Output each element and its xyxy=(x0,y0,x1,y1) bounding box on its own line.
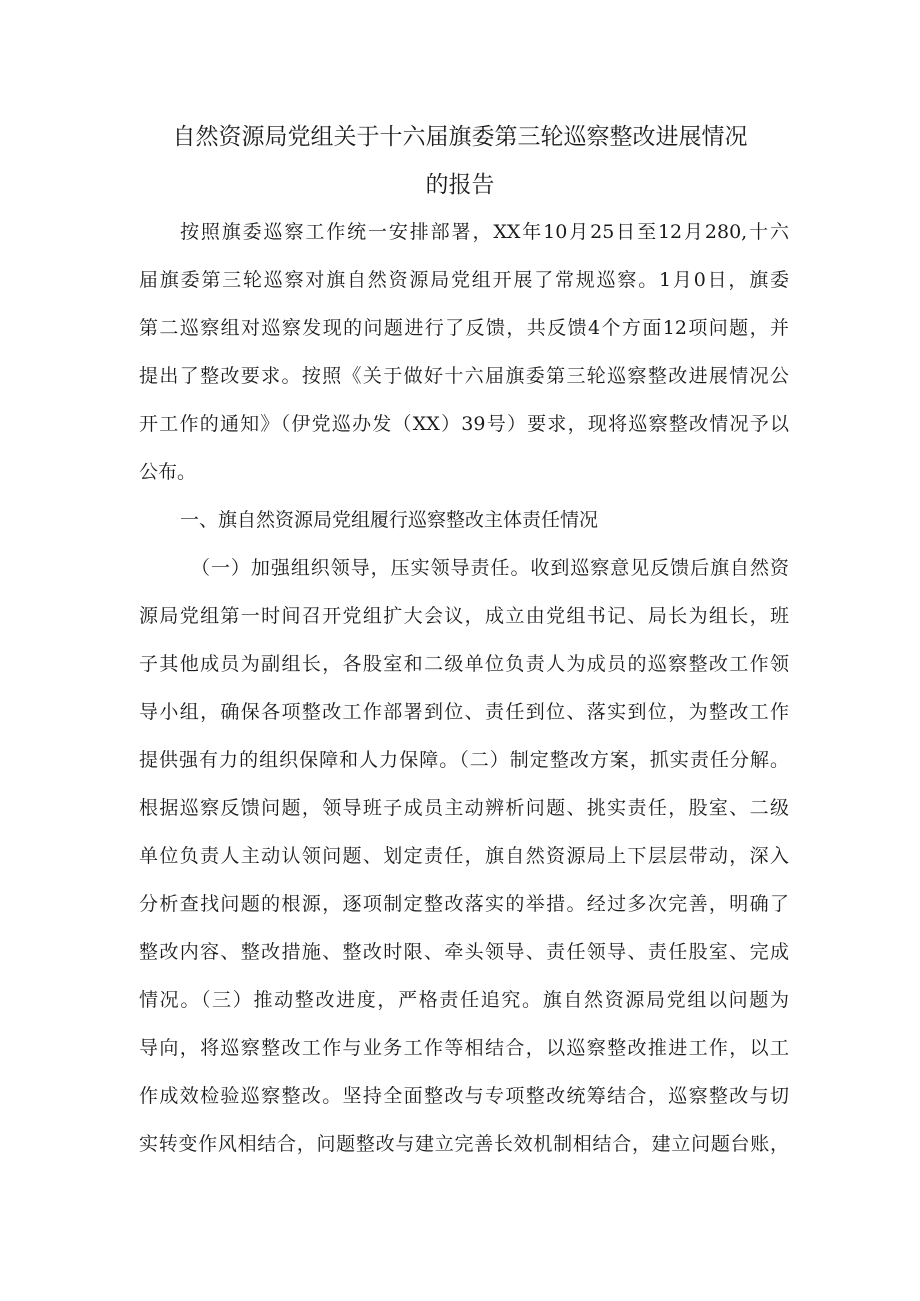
paragraph-line: 源局党组第一时间召开党组扩大会议，成立由党组书记、局长为组长，班 xyxy=(139,605,789,627)
paragraph-line: 单位负责人主动认领问题、划定责任，旗自然资源局上下层层带动，深入 xyxy=(139,845,789,867)
paragraph-line: 根据巡察反馈问题，领导班子成员主动辨析问题、挑实责任，股室、二级 xyxy=(139,797,789,819)
paragraph-line: 分析查找问题的根源，逐项制定整改落实的举措。经过多次完善，明确了 xyxy=(139,893,789,915)
paragraph-line: 按照旗委巡察工作统一安排部署，XX年10月25日至12月280,十六 xyxy=(180,221,789,243)
paragraph-line: （一）加强组织领导，压实领导责任。收到巡察意见反馈后旗自然资 xyxy=(191,557,789,579)
paragraph-line: 开工作的通知》（伊党巡办发（XX）39号）要求，现将巡察整改情况予以 xyxy=(139,413,789,435)
paragraph-line: 实转变作风相结合，问题整改与建立完善长效机制相结合，建立问题台账， xyxy=(139,1133,789,1155)
paragraph-line: 第二巡察组对巡察发现的问题进行了反馈，共反馈4个方面12项问题，并 xyxy=(139,317,789,339)
paragraph-line: 提供强有力的组织保障和人力保障。（二）制定整改方案，抓实责任分解。 xyxy=(139,749,789,771)
document-title-line-1: 自然资源局党组关于十六届旗委第三轮巡察整改进展情况 xyxy=(172,124,748,150)
paragraph-line: 情况。（三）推动整改进度，严格责任追究。旗自然资源局党组以问题为 xyxy=(139,989,789,1011)
paragraph-line: 子其他成员为副组长，各股室和二级单位负责人为成员的巡察整改工作领 xyxy=(139,653,789,675)
paragraph-line: 公布。 xyxy=(139,461,197,483)
paragraph-line: 届旗委第三轮巡察对旗自然资源局党组开展了常规巡察。1月0日，旗委 xyxy=(139,269,789,291)
paragraph-line: 导小组，确保各项整改工作部署到位、责任到位、落实到位，为整改工作 xyxy=(139,701,789,723)
paragraph-line: 整改内容、整改措施、整改时限、牵头领导、责任领导、责任股室、完成 xyxy=(139,941,789,963)
document-title-line-2: 的报告 xyxy=(425,172,495,198)
paragraph-line: 导向，将巡察整改工作与业务工作等相结合，以巡察整改推进工作，以工 xyxy=(139,1037,789,1059)
paragraph-line: 作成效检验巡察整改。坚持全面整改与专项整改统筹结合，巡察整改与切 xyxy=(139,1085,789,1107)
paragraph-line: 提出了整改要求。按照《关于做好十六届旗委第三轮巡察整改进展情况公 xyxy=(139,365,789,387)
section-heading: 一、旗自然资源局党组履行巡察整改主体责任情况 xyxy=(180,509,599,531)
